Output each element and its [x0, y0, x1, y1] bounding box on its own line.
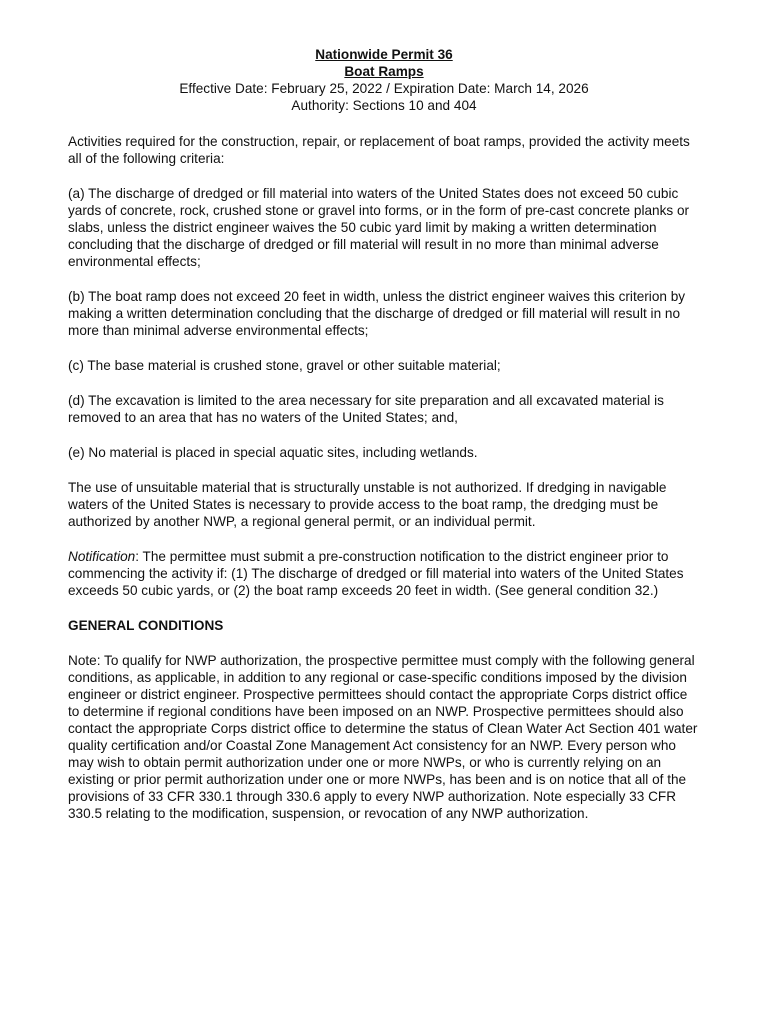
- criterion-b: (b) The boat ramp does not exceed 20 feet in width, unless the district engineer waives this criterion by making a written determination concluding that the discharge of dredged or fill material will result in no more than minimal adverse environmental effects;: [68, 289, 686, 338]
- document-header: [68, 46, 700, 114]
- permit-authority: Authority: Sections 10 and 404: [291, 98, 477, 113]
- notification-text: : The permittee must submit a pre-construction notification to the district engineer prior to commencing the activity if: (1) The discharge of dredged or fill material into waters of the United States exceeds 50 cubic yards, or (2) the boat ramp exceeds 20 feet in width. (See general condition 32.): [68, 549, 684, 598]
- note-paragraph: Note: To qualify for NWP authorization, the prospective permittee must comply with the following general conditions, as applicable, in addition to any regional or case-specific conditions imposed by the division engineer or district engineer. Prospective permittees should contact the appropriate Corps district office to determine if regional conditions have been imposed on an NWP. Prospective permittees should also contact the appropriate Corps district office to determine the status of Clean Water Act Section 401 water quality certification and/or Coastal Zone Management Act consistency for an NWP. Every person who may wish to obtain permit authorization under one or more NWPs, or who is currently relying on an existing or prior permit authorization under one or more NWPs, has been and is on notice that all of the provisions of 33 CFR 330.1 through 330.6 apply to every NWP authorization. Note especially 33 CFR 330.5 relating to the modification, suspension, or revocation of any NWP authorization.: [68, 653, 698, 821]
- unsuitable-material-paragraph: The use of unsuitable material that is structurally unstable is not authorized. If dredging in navigable waters of the United States is necessary to provide access to the boat ramp, the dredging must be authorized by another NWP, a regional general permit, or an individual permit.: [68, 480, 667, 529]
- permit-subtitle: Boat Ramps: [344, 64, 424, 79]
- intro-paragraph: Activities required for the construction, repair, or replacement of boat ramps, provided the activity meets all of the following criteria:: [68, 134, 690, 166]
- notification-label: Notification: [68, 549, 136, 564]
- general-conditions-heading: GENERAL CONDITIONS: [68, 618, 224, 633]
- criterion-a: (a) The discharge of dredged or fill material into waters of the United States does not exceed 50 cubic yards of concrete, rock, crushed stone or gravel into forms, or in the form of pre-cast concrete planks or slabs, unless the district engineer waives the 50 cubic yard limit by making a written determination concluding that the discharge of dredged or fill material will result in no more than minimal adverse environmental effects;: [68, 186, 690, 269]
- notification-paragraph: [68, 548, 700, 599]
- criterion-d: (d) The excavation is limited to the area necessary for site preparation and all excavated material is removed to an area that has no waters of the United States; and,: [68, 393, 664, 425]
- permit-title: Nationwide Permit 36: [315, 47, 453, 62]
- permit-dates: Effective Date: February 25, 2022 / Expiration Date: March 14, 2026: [179, 81, 589, 96]
- criterion-c: (c) The base material is crushed stone, gravel or other suitable material;: [68, 358, 501, 373]
- criterion-e: (e) No material is placed in special aquatic sites, including wetlands.: [68, 445, 478, 460]
